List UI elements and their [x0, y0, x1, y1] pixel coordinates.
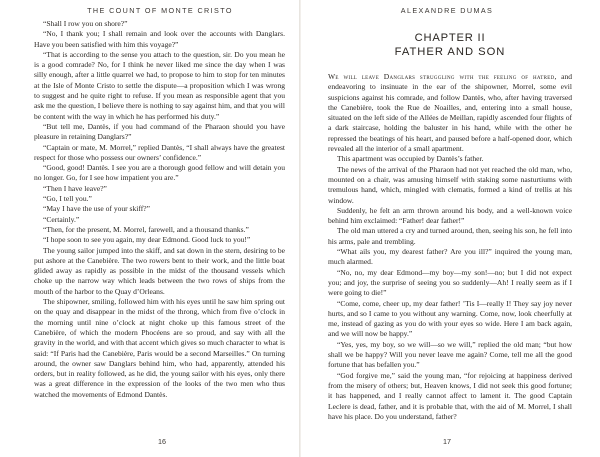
paragraph: This apartment was occupied by Dantès’s father.	[337, 154, 484, 164]
paragraph: “Captain or mate, M. Morrel,” replied Dantès, “I shall always have the greatest respect for those who possess our owners’ confidence.”	[34, 142, 285, 162]
paragraph: “But tell me, Dantès, if you had command of the Pharaon should you have pleasure in retaining Danglars?”	[34, 121, 285, 142]
paragraph: “Yes, yes, my boy, so we will—so we will,” replied the old man; “but how shall we be happy? Will you never leave me again? Come, tell me all the good fortune that has befallen you.”	[328, 339, 572, 370]
running-head-left: THE COUNT OF MONTE CRISTO	[87, 6, 233, 15]
paragraph: “I hope soon to see you again, my dear Edmond. Good luck to you!”	[43, 235, 251, 245]
paragraph: The old man uttered a cry and turned around, then, seeing his son, he fell into his arms, pale and trembling.	[328, 226, 572, 246]
running-head-right: ALEXANDRE DUMAS	[400, 6, 494, 15]
paragraph: “That is according to the sense you attach to the question, sir. Do you mean he is a good comrade? No, for I think he never liked me since the day when I was silly enough, after a little quarrel we had, to propose to him to stop for ten minutes at the Isle of Monte Cristo to settle the dispute—a proposition which I was wrong to suggest and he quite right to refuse. If you mean as responsible agent that you ask me the question, I believe there is nothing to say against him, and that you will be content with the way in which he has performed his duty.”	[34, 49, 285, 121]
paragraph: “Then I have leave?”	[43, 183, 107, 193]
page-number-left: 16	[158, 437, 166, 446]
page-number-right: 17	[443, 437, 451, 446]
paragraph: “Good, good! Dantès. I see you are a thorough good fellow and will detain you no longer. Go, for I see how impatient you are.”	[34, 163, 285, 183]
left-page-body	[34, 19, 285, 400]
chapter-title: FATHER AND SON	[394, 46, 506, 58]
paragraph: “Go, I tell you.”	[43, 194, 92, 204]
paragraph: “No, I thank you; I shall remain and look over the accounts with Danglars. Have you been satisfied with him this voyage?”	[34, 29, 285, 49]
paragraph: “Shall I row you on shore?”	[43, 19, 128, 28]
paragraph: “Certainly.”	[43, 214, 80, 224]
paragraph: “Then, for the present, M. Morrel, farewell, and a thousand thanks.”	[43, 224, 249, 234]
paragraph: “What ails you, my dearest father? Are you ill?” inquired the young man, much alarmed.	[328, 247, 572, 267]
chapter-number: CHAPTER II	[414, 32, 486, 44]
opening-rest: and endeavoring to insinuate in the ear of the shipowner, Morrel, some evil suspicions against his comrade, and follow Dantès, who, after having traversed the Canebière, took the Rue de Noailles, and, entering into a small house, situated on the left side of the Allées de Meillan, rapidly ascended four flights of a dark staircase, holding the baluster in his hand, while with the other he repressed the beatings of his heart, and paused before a half-opened door, which revealed all the interior of a small apartment.	[328, 72, 572, 154]
paragraph: The young sailor jumped into the skiff, and sat down in the stern, desiring to be put ashore at the Canebière. The two rowers bent to their work, and the little boat glided away as rapidly as possible in the midst of the thousand vessels which choke up the narrow way which leads between the two rows of ships from the mouth of the harbor to the Quay d’Orleans.	[34, 245, 285, 296]
right-page-body	[328, 72, 572, 422]
paragraph: “May I have the use of your skiff?”	[43, 204, 150, 214]
paragraph: “No, no, my dear Edmond—my boy—my son!—no; but I did not expect you; and joy, the surprise of seeing you so suddenly—Ah! I really seem as if I were going to die!”	[328, 267, 572, 298]
paragraph: The shipowner, smiling, followed him with his eyes until he saw him spring out on the quay and disappear in the midst of the throng, which from five o’clock in the morning until nine o’clock at night choke up this famous street of the Canebière, of which the modern Phocéens are so proud, and say with all the gravity in the world, and with that accent which gives so much character to what is said: “If Paris had the Canebière, Paris would be a second Marseilles.” On turning around, the owner saw Danglars behind him, who had, apparently, attended his orders, but in reality followed, as he did, the young sailor with his eyes, only there was a great difference in the expression of the looks of the two men who thus watched the movements of Edmond Dantès.	[34, 297, 285, 399]
paragraph: The news of the arrival of the Pharaon had not yet reached the old man, who, mounted on a chair, was amusing himself with staking some nasturtiums with tremulous hand, which, mingled with clematis, formed a kind of trellis at his window.	[328, 164, 572, 205]
paragraph: “God forgive me,” said the young man, “for rejoicing at happiness derived from the misery of others; but, Heaven knows, I did not seek this good fortune; it has happened, and I really cannot affect to lament it. The good Captain Leclere is dead, father, and it is probable that, with the aid of M. Morrel, I shall have his place. Do you understand, father?	[328, 370, 572, 421]
opening-paragraph	[328, 72, 572, 154]
paragraph: Suddenly, he felt an arm thrown around his body, and a well-known voice behind him exclaimed: “Father! dear father!”	[328, 205, 572, 226]
paragraph: “Come, come, cheer up, my dear father! ’Tis I—really I! They say joy never hurts, and so I came to you without any warning. Come, now, look cheerfully at me, instead of gazing as you do with your eyes so wide. Here I am back again, and we will now be happy.”	[328, 298, 572, 339]
opening-smallcaps: We will leave Danglars struggling with the feeling of hatred,	[328, 72, 557, 81]
chapter-heading	[328, 32, 572, 59]
right-page	[300, 0, 600, 457]
